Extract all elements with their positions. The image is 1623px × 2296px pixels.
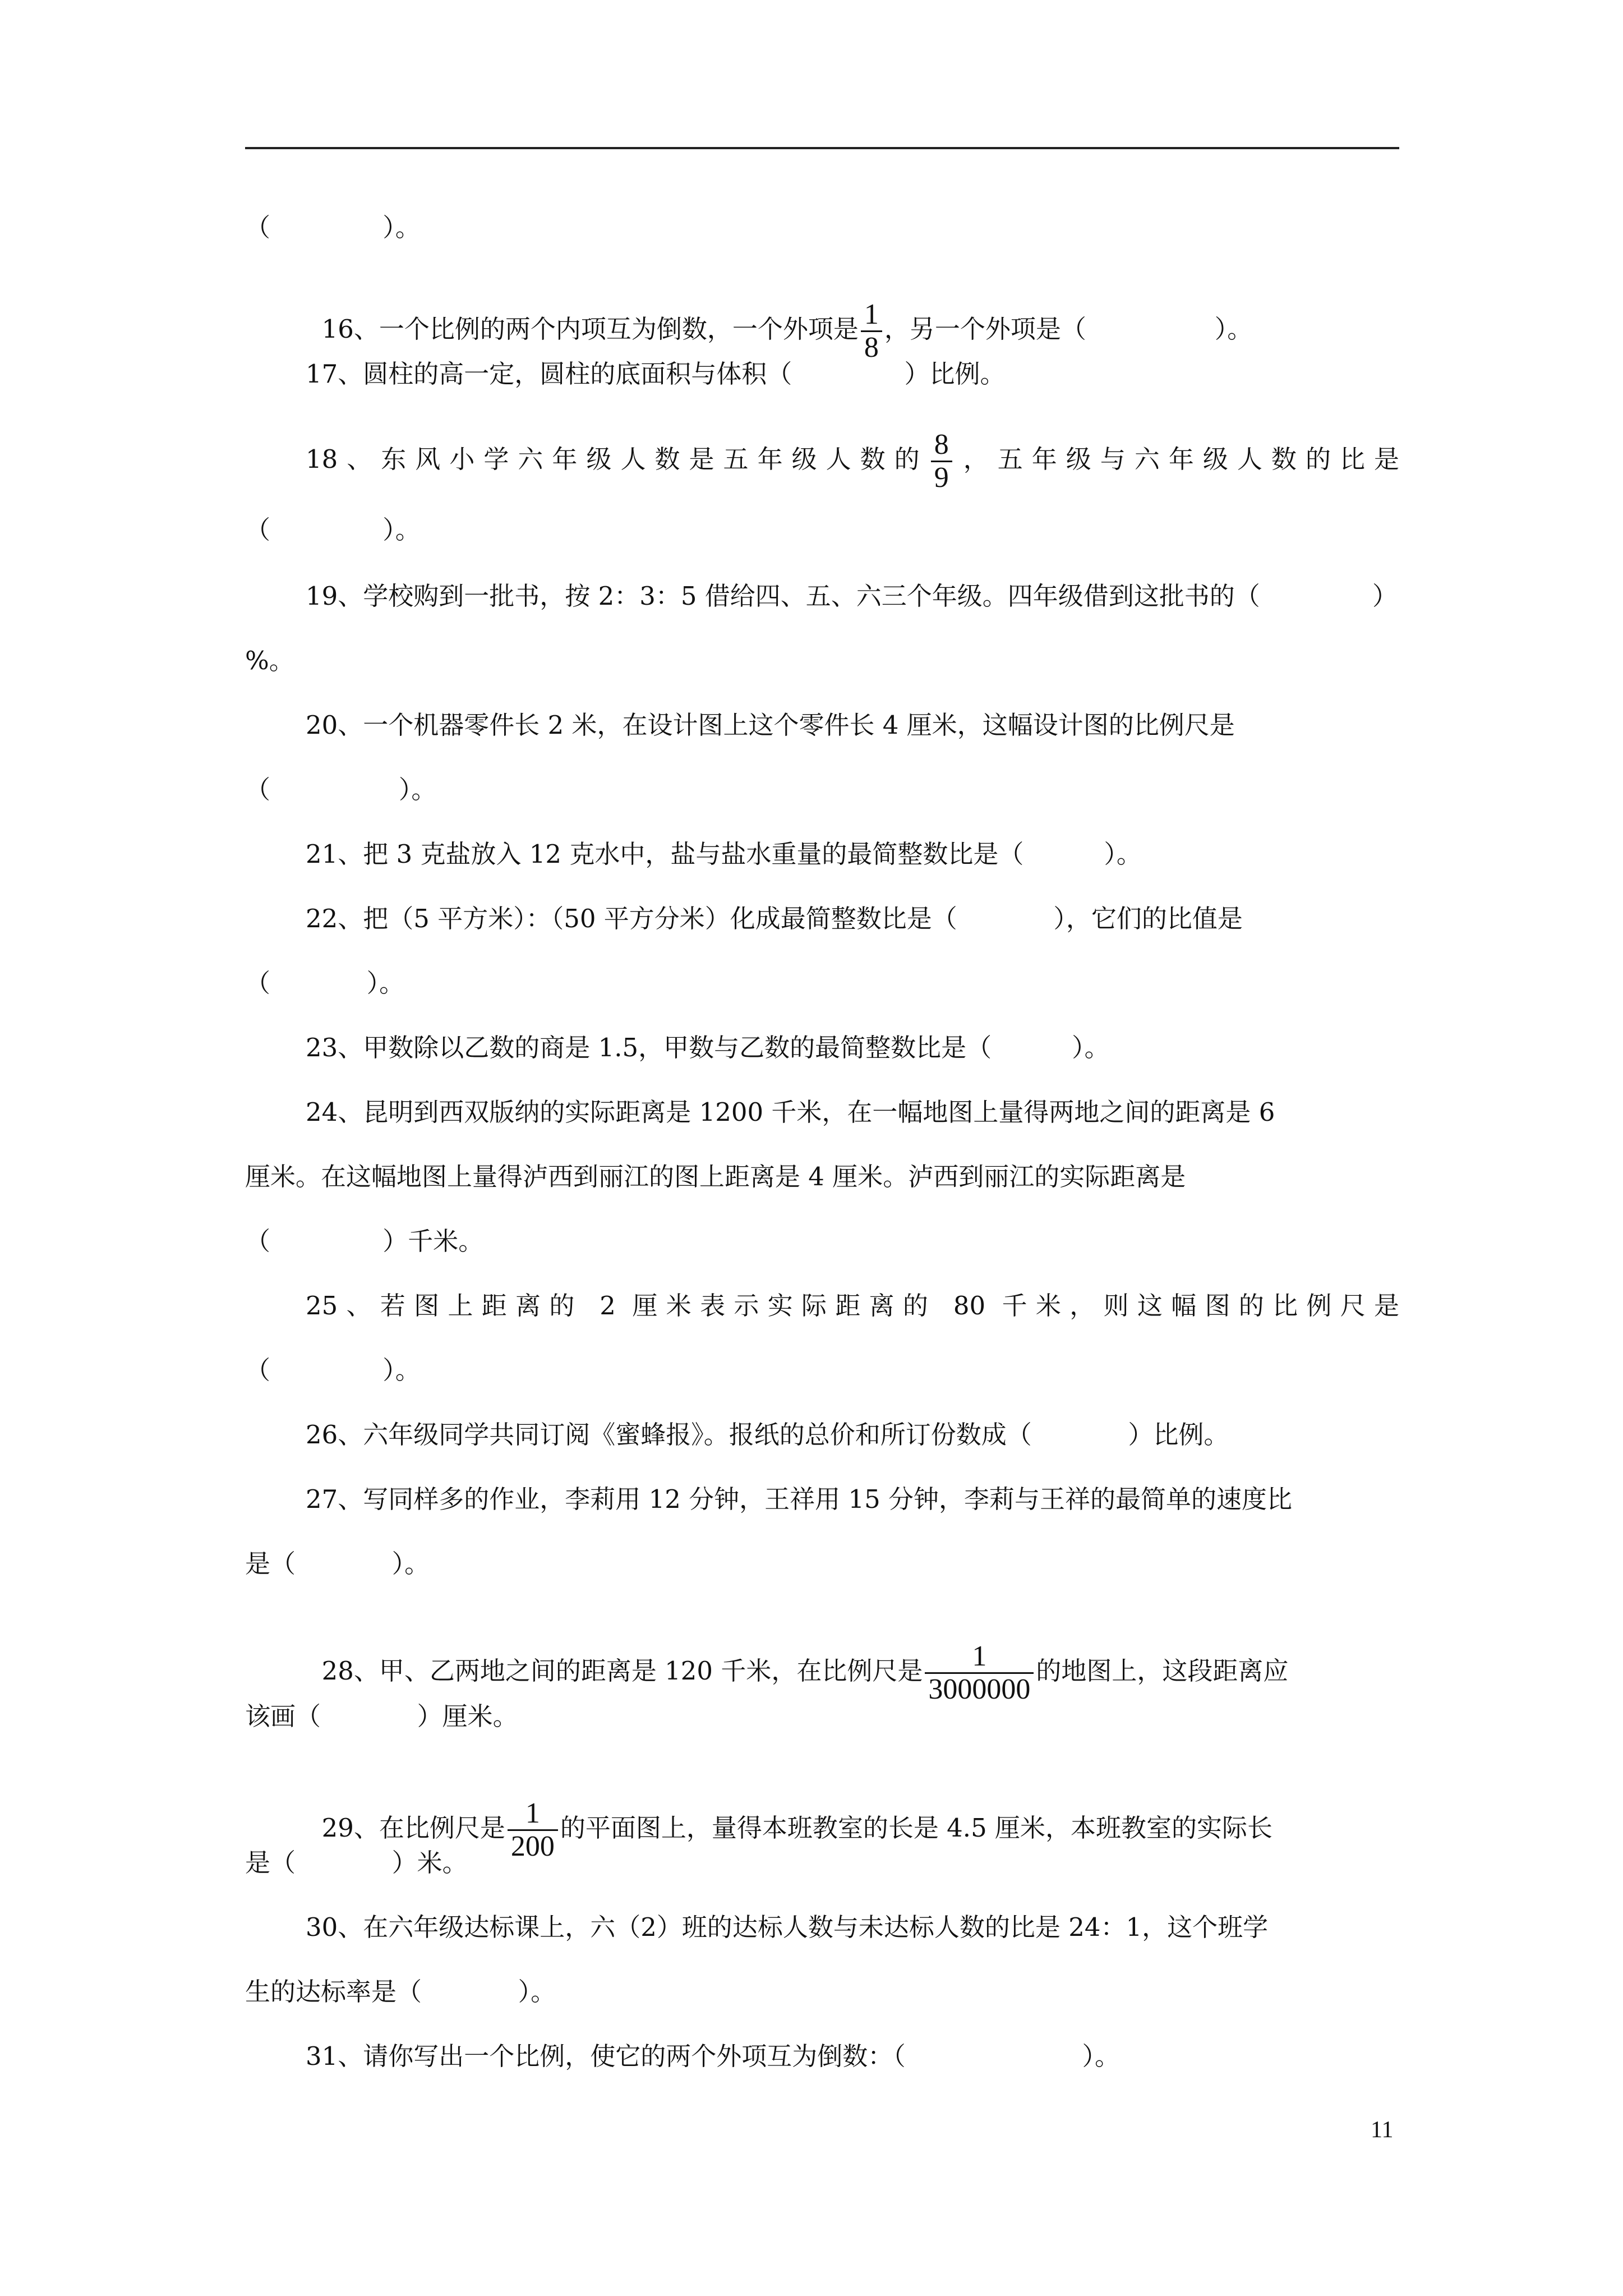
fraction-denominator: 8 xyxy=(861,330,882,364)
fraction-1-3000000 xyxy=(925,1641,1034,1705)
fraction-numerator: 1 xyxy=(525,1797,540,1829)
question-24-answer: （ ）千米。 xyxy=(245,1226,484,1256)
question-20: 20、一个机器零件长 2 米，在设计图上这个零件长 4 厘米，这幅设计图的比例尺是 xyxy=(306,710,1235,740)
question-18-answer: （ ）。 xyxy=(245,515,421,545)
question-28-text-2: 的地图上，这段距离应 xyxy=(1036,1656,1289,1686)
question-31: 31、请你写出一个比例，使它的两个外项互为倒数：（ ）。 xyxy=(306,2041,1120,2071)
question-18-text: 18、东风小学六年级人数是五年级人数的 xyxy=(306,444,929,474)
question-22: 22、把（5 平方米）：（50 平方分米）化成最简整数比是（ ），它们的比值是 xyxy=(306,904,1243,933)
question-27-answer: 是（ ）。 xyxy=(245,1549,430,1579)
question-16 xyxy=(245,265,1399,364)
question-24-cont: 厘米。在这幅地图上量得泸西到丽江的图上距离是 4 厘米。泸西到丽江的实际距离是 xyxy=(245,1162,1186,1191)
fraction-numerator: 8 xyxy=(934,429,949,461)
question-23: 23、甲数除以乙数的商是 1.5，甲数与乙数的最简整数比是（ ）。 xyxy=(306,1033,1110,1062)
fraction-denominator: 9 xyxy=(931,461,952,494)
question-16-text-2: ，另一个外项是（ ）。 xyxy=(884,314,1253,344)
page-number: 11 xyxy=(1371,2117,1394,2143)
fraction-denominator: 200 xyxy=(508,1829,558,1862)
question-19-cont: %。 xyxy=(245,646,294,675)
fraction-denominator: 3000000 xyxy=(925,1672,1034,1705)
fraction-1-8 xyxy=(861,299,882,364)
question-27: 27、写同样多的作业，李莉用 12 分钟，王祥用 15 分钟，李莉与王祥的最简单的速度比 xyxy=(306,1484,1293,1514)
question-17: 17、圆柱的高一定，圆柱的底面积与体积（ ）比例。 xyxy=(306,359,1006,389)
question-26: 26、六年级同学共同订阅《蜜蜂报》。报纸的总价和所订份数成（ ）比例。 xyxy=(306,1420,1229,1450)
question-29-text-2: 的平面图上，量得本班教室的长是 4.5 厘米，本班教室的实际长 xyxy=(560,1813,1273,1843)
fraction-8-9 xyxy=(931,429,952,494)
continuation-line: （ ）。 xyxy=(245,213,421,242)
question-18 xyxy=(245,429,1399,494)
question-30-answer: 生的达标率是（ ）。 xyxy=(245,1977,556,2007)
question-19: 19、学校购到一批书，按 2：3：5 借给四、五、六三个年级。四年级借到这批书的（ ） xyxy=(306,581,1398,611)
fraction-numerator: 1 xyxy=(972,1640,987,1672)
question-16-text: 16、一个比例的两个内项互为倒数，一个外项是 xyxy=(321,314,859,344)
fraction-numerator: 1 xyxy=(864,298,879,330)
question-22-answer: （ ）。 xyxy=(245,968,405,998)
question-24: 24、昆明到西双版纳的实际距离是 1200 千米，在一幅地图上量得两地之间的距离是 6 xyxy=(306,1097,1275,1127)
question-29-answer: 是（ ）米。 xyxy=(245,1848,468,1878)
question-28-text: 28、甲、乙两地之间的距离是 120 千米，在比例尺是 xyxy=(321,1656,923,1686)
question-25: 25、若图上距离的 2 厘米表示实际距离的 80 千米，则这幅图的比例尺是 xyxy=(306,1291,1399,1320)
question-28-answer: 该画（ ）厘米。 xyxy=(245,1701,518,1731)
question-25-answer: （ ）。 xyxy=(245,1355,421,1385)
question-18-text-2: ，五年级与六年级人数的比是 xyxy=(954,444,1399,474)
question-30: 30、在六年级达标课上，六（2）班的达标人数与未达标人数的比是 24：1，这个班学 xyxy=(306,1912,1269,1942)
header-rule xyxy=(245,147,1399,149)
question-29-text: 29、在比例尺是 xyxy=(321,1813,505,1843)
question-20-answer: （ ）。 xyxy=(245,775,437,804)
question-21: 21、把 3 克盐放入 12 克水中，盐与盐水重量的最简整数比是（ ）。 xyxy=(306,839,1142,869)
question-28 xyxy=(245,1607,1399,1705)
